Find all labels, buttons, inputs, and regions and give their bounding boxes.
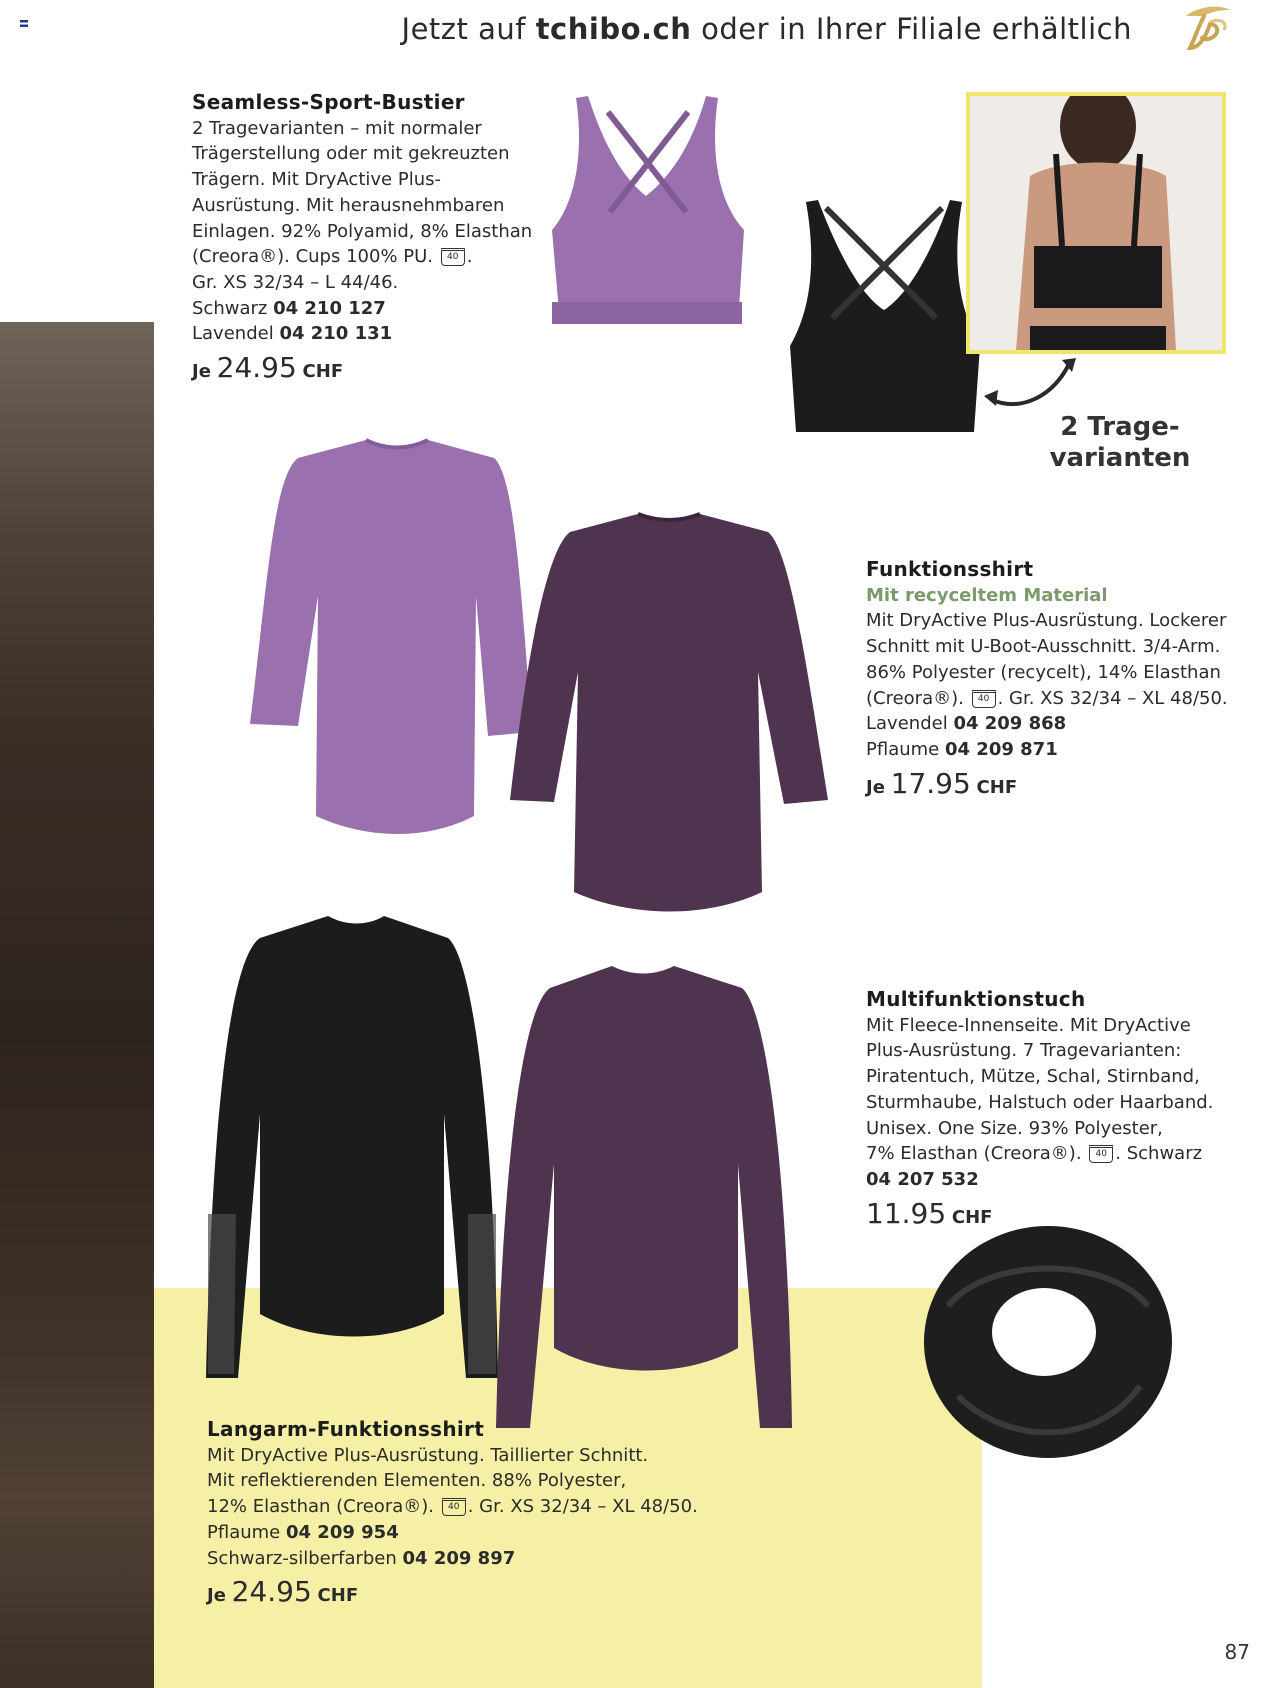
header-site-link[interactable]: tchibo.ch — [535, 12, 692, 46]
price-prefix: Je — [207, 1585, 226, 1607]
price-currency: CHF — [302, 361, 344, 383]
funktionsshirt-line: Schnitt mit U-Boot-Ausschnitt. 3/4-Arm. — [866, 636, 1221, 658]
page-header — [402, 12, 1132, 46]
bustier-creora: (Creora®). Cups 100% PU. — [192, 246, 434, 268]
langarm-line — [207, 1494, 767, 1520]
price-amount: 24.95 — [216, 351, 297, 385]
langarm-color-row — [207, 1520, 767, 1546]
plum-shirt-image — [508, 512, 830, 916]
flag-icon — [20, 20, 28, 27]
langarm-code2: 04 209 897 — [402, 1547, 516, 1569]
langarm-info — [207, 1417, 767, 1609]
price-currency: CHF — [317, 1585, 359, 1607]
funktionsshirt-title: Funktionsshirt — [866, 557, 1034, 581]
tuch-line: Plus-Ausrüstung. 7 Tragevarianten: — [866, 1040, 1182, 1062]
tuch-creora: 7% Elasthan (Creora®). — [866, 1143, 1082, 1165]
bustier-price — [192, 351, 552, 385]
tuch-line: Mit Fleece-Innenseite. Mit DryActive — [866, 1014, 1191, 1036]
funktionsshirt-line — [866, 686, 1246, 712]
langarm-color-row — [207, 1546, 767, 1572]
langarm-sizes: . Gr. XS 32/34 – XL 48/50. — [467, 1496, 698, 1518]
tuch-line: Unisex. One Size. 93% Polyester, — [866, 1117, 1163, 1139]
tuch-line — [866, 1141, 1246, 1167]
langarm-creora: 12% Elasthan (Creora®). — [207, 1496, 434, 1518]
header-suffix: oder in Ihrer Filiale erhältlich — [691, 12, 1132, 46]
trage-label — [1040, 412, 1200, 474]
tuch-line: Sturmhaube, Halstuch oder Haarband. — [866, 1091, 1214, 1113]
price-amount: 24.95 — [231, 1575, 312, 1609]
tuch-code: 04 207 532 — [866, 1168, 979, 1190]
bustier-code2: 04 210 131 — [279, 323, 393, 345]
langarm-color1: Pflaume — [207, 1521, 281, 1543]
bustier-sizes: Gr. XS 32/34 – L 44/46. — [192, 271, 399, 293]
page-number: 87 — [1224, 1640, 1250, 1664]
tuch-line: Piratentuch, Mütze, Schal, Stirnband, — [866, 1066, 1200, 1088]
funktionsshirt-price — [866, 766, 1246, 801]
background-photo — [0, 322, 154, 1688]
langarm-line: Mit reflektierenden Elementen. 88% Polyester, — [207, 1470, 627, 1492]
funktionsshirt-creora: (Creora®). — [866, 687, 964, 709]
langarm-code1: 04 209 954 — [285, 1521, 399, 1543]
price-prefix: Je — [866, 776, 885, 798]
langarm-price — [207, 1575, 767, 1609]
bustier-code1: 04 210 127 — [273, 297, 386, 319]
tuch-color: . Schwarz — [1115, 1143, 1203, 1165]
bustier-line: 2 Tragevarianten – mit normaler — [192, 117, 482, 139]
funktionsshirt-color-row — [866, 711, 1246, 737]
langarm-line: Mit DryActive Plus-Ausrüstung. Taillierter Schnitt. — [207, 1444, 649, 1466]
plum-longsleeve-image — [494, 964, 794, 1430]
trage-label-line: varianten — [1049, 443, 1191, 473]
double-arrow-icon — [982, 356, 1082, 414]
lavender-shirt-image — [248, 436, 544, 844]
black-bustier-image — [786, 198, 982, 434]
price-amount: 17.95 — [890, 766, 971, 800]
back-view-photo — [966, 92, 1226, 354]
funktionsshirt-info — [866, 557, 1246, 800]
funktionsshirt-sizes: . Gr. XS 32/34 – XL 48/50. — [997, 687, 1228, 709]
funktionsshirt-color-row — [866, 737, 1246, 763]
price-currency: CHF — [976, 776, 1018, 798]
bustier-line: Ausrüstung. Mit herausnehmbaren — [192, 194, 505, 216]
bustier-line: Trägern. Mit DryActive Plus- — [192, 169, 441, 191]
langarm-color2: Schwarz-silberfarben — [207, 1547, 397, 1569]
funktionsshirt-line: 86% Polyester (recycelt), 14% Elasthan — [866, 661, 1221, 683]
wash-40-icon: 40 — [441, 248, 465, 266]
price-currency: CHF — [951, 1206, 993, 1228]
langarm-title: Langarm-Funktionsshirt — [207, 1417, 485, 1441]
bustier-color-row — [192, 296, 552, 322]
funktionsshirt-code1: 04 209 868 — [953, 713, 1067, 735]
funktionsshirt-code2: 04 209 871 — [944, 738, 1058, 760]
neck-gaiter-image — [918, 1216, 1178, 1468]
bustier-info — [192, 90, 552, 385]
tchibo-logo-icon — [1180, 2, 1234, 52]
tuch-title: Multifunktionstuch — [866, 987, 1086, 1011]
bustier-line: Einlagen. 92% Polyamid, 8% Elasthan — [192, 220, 533, 242]
bustier-color2: Lavendel — [192, 323, 274, 345]
header-prefix: Jetzt auf — [401, 12, 536, 46]
wash-40-icon: 40 — [1089, 1145, 1113, 1163]
trage-label-line: 2 Trage- — [1060, 412, 1180, 442]
bustier-creora-end: . — [466, 246, 473, 268]
lavender-bustier-image — [548, 92, 748, 328]
funktionsshirt-subtitle: Mit recyceltem Material — [866, 584, 1108, 606]
price-prefix: Je — [192, 361, 211, 383]
tuch-info — [866, 987, 1246, 1230]
back-view-figure — [970, 96, 1222, 350]
funktionsshirt-color1: Lavendel — [866, 713, 948, 735]
black-longsleeve-image — [204, 914, 500, 1380]
bustier-line: Trägerstellung oder mit gekreuzten — [192, 143, 510, 165]
bustier-line — [192, 244, 552, 270]
wash-40-icon: 40 — [442, 1498, 466, 1516]
funktionsshirt-line: Mit DryActive Plus-Ausrüstung. Lockerer — [866, 610, 1227, 632]
wash-40-icon: 40 — [972, 690, 996, 708]
price-amount: 11.95 — [866, 1196, 947, 1230]
funktionsshirt-color2: Pflaume — [866, 738, 940, 760]
bustier-title: Seamless-Sport-Bustier — [192, 90, 465, 114]
bustier-color1: Schwarz — [192, 297, 268, 319]
bustier-color-row — [192, 321, 552, 347]
